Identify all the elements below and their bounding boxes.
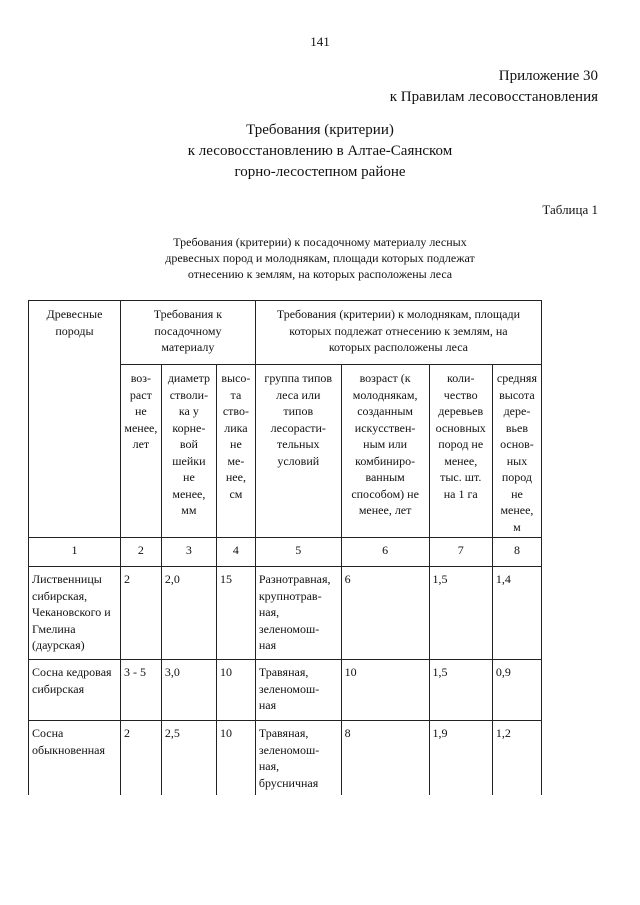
header-diameter bbox=[161, 365, 216, 538]
header-tree-count bbox=[429, 365, 492, 538]
cell-text-line: не bbox=[511, 486, 523, 501]
column-number: 1 bbox=[29, 538, 121, 567]
appendix-line-2: к Правилам лесовосстановления bbox=[389, 89, 598, 105]
caption-line-3: отнесению к землям, на которых расположены леса bbox=[187, 267, 453, 281]
average-height-cell: 1,2 bbox=[492, 721, 541, 796]
cell-text-line: Травяная, bbox=[258, 726, 309, 740]
young-age-cell: 6 bbox=[341, 567, 429, 660]
cell-text-line: зеленомош- bbox=[258, 742, 320, 757]
appendix-line-1: Приложение 30 bbox=[498, 68, 598, 84]
cell-text-line: тыс. шт. bbox=[440, 470, 482, 484]
cell-text-line: леса или bbox=[276, 387, 321, 402]
header-forest-type bbox=[255, 365, 341, 538]
cell-text-line: менее, bbox=[124, 420, 158, 435]
column-number: 2 bbox=[120, 538, 161, 567]
header-average-height bbox=[492, 365, 541, 538]
cell-text-line: которых расположены леса bbox=[328, 340, 468, 354]
header-age bbox=[120, 365, 161, 538]
cell-text-line: Лиственницы bbox=[32, 572, 102, 586]
young-age-cell: 8 bbox=[341, 721, 429, 796]
tree-count-cell: 1,9 bbox=[429, 721, 492, 796]
cell-text-line: ство- bbox=[222, 404, 249, 418]
cell-text-line: ме- bbox=[227, 453, 245, 468]
cell-text-line: Травяная, bbox=[258, 665, 309, 679]
cell-text-line: ных bbox=[506, 453, 528, 468]
cell-text-line: Древесные bbox=[46, 307, 103, 321]
cell-text-line: воз- bbox=[130, 371, 152, 385]
cell-text-line: группа типов bbox=[264, 371, 333, 385]
cell-text-line: менее, bbox=[172, 486, 206, 501]
cell-text-line: тельных bbox=[277, 437, 320, 451]
header-young-stands bbox=[255, 301, 541, 365]
cell-text-line: Чекановского и bbox=[32, 605, 111, 619]
cell-text-line: м bbox=[513, 519, 521, 534]
table-row bbox=[29, 567, 542, 660]
cell-text-line: основных bbox=[435, 420, 486, 435]
cell-text-line: зеленомош- bbox=[258, 681, 320, 696]
species-cell bbox=[29, 660, 121, 721]
cell-text-line: вой bbox=[179, 437, 198, 451]
age-cell: 3 - 5 bbox=[120, 660, 161, 721]
cell-text-line: комбиниро- bbox=[355, 453, 416, 468]
cell-text-line: лесорасти- bbox=[270, 420, 326, 435]
cell-text-line: та bbox=[230, 387, 242, 402]
young-age-cell: 10 bbox=[341, 660, 429, 721]
height-cell: 15 bbox=[216, 567, 255, 660]
age-cell: 2 bbox=[120, 567, 161, 660]
cell-text-line: условий bbox=[277, 453, 320, 468]
caption-line-2: древесных пород и молоднякам, площади которых подлежат bbox=[165, 251, 475, 265]
tree-count-cell: 1,5 bbox=[429, 660, 492, 721]
cell-text-line: коли- bbox=[446, 371, 475, 385]
column-number: 6 bbox=[341, 538, 429, 567]
age-cell: 2 bbox=[120, 721, 161, 796]
header-height bbox=[216, 365, 255, 538]
diameter-cell: 2,0 bbox=[161, 567, 216, 660]
header-planting-material bbox=[120, 301, 255, 365]
cell-text-line: ванным bbox=[365, 470, 405, 484]
height-cell: 10 bbox=[216, 660, 255, 721]
requirements-table bbox=[28, 300, 542, 795]
cell-text-line: нее, bbox=[225, 470, 246, 484]
table-row bbox=[29, 721, 542, 796]
cell-text-line: пород не bbox=[438, 437, 484, 451]
average-height-cell: 1,4 bbox=[492, 567, 541, 660]
cell-text-line: диаметр bbox=[167, 371, 210, 385]
cell-text-line: ная, bbox=[258, 759, 280, 773]
title-line-2: к лесовосстановлению в Алтае-Саянском bbox=[187, 143, 453, 159]
document-title bbox=[0, 120, 640, 183]
cell-text-line: сибирская, bbox=[32, 588, 88, 603]
cell-text-line: Сосна bbox=[32, 726, 64, 740]
diameter-cell: 3,0 bbox=[161, 660, 216, 721]
cell-text-line: не bbox=[135, 404, 147, 418]
cell-text-line: (даурская) bbox=[32, 638, 85, 652]
column-number: 7 bbox=[429, 538, 492, 567]
diameter-cell: 2,5 bbox=[161, 721, 216, 796]
column-number-row bbox=[29, 538, 542, 567]
cell-text-line: раст bbox=[129, 387, 152, 402]
cell-text-line: ная, bbox=[258, 605, 280, 619]
column-number: 3 bbox=[161, 538, 216, 567]
cell-text-line: способом) не bbox=[351, 486, 419, 501]
cell-text-line: мм bbox=[181, 503, 197, 517]
cell-text-line: Разнотравная, bbox=[258, 572, 331, 586]
cell-text-line: ным или bbox=[363, 437, 408, 451]
cell-text-line: стволи- bbox=[169, 387, 209, 402]
cell-text-line: менее, лет bbox=[358, 503, 412, 517]
cell-text-line: ка у bbox=[178, 404, 199, 418]
cell-text-line: чество bbox=[443, 387, 478, 402]
average-height-cell: 0,9 bbox=[492, 660, 541, 721]
column-number: 8 bbox=[492, 538, 541, 567]
column-number: 5 bbox=[255, 538, 341, 567]
cell-text-line: породы bbox=[55, 323, 94, 338]
page-number: 141 bbox=[310, 34, 330, 49]
species-cell bbox=[29, 721, 121, 796]
cell-text-line: ная bbox=[258, 638, 277, 652]
column-number: 4 bbox=[216, 538, 255, 567]
title-line-3: горно-лесостепном районе bbox=[234, 164, 406, 180]
cell-text-line: зеленомош- bbox=[258, 621, 320, 636]
cell-text-line: Гмелина bbox=[32, 621, 76, 636]
header-young-age bbox=[341, 365, 429, 538]
cell-text-line: средняя bbox=[496, 371, 537, 385]
cell-text-line: Требования к bbox=[153, 307, 223, 321]
cell-text-line: высо- bbox=[221, 371, 251, 385]
table-label: Таблица 1 bbox=[542, 202, 598, 217]
cell-text-line: Требования (критерии) к молоднякам, площади bbox=[276, 307, 521, 321]
cell-text-line: шейки bbox=[172, 453, 206, 468]
cell-text-line: корне- bbox=[172, 420, 206, 435]
cell-text-line: молоднякам, bbox=[352, 387, 418, 402]
cell-text-line: созданным bbox=[357, 404, 413, 418]
forest-type-cell bbox=[255, 721, 341, 796]
cell-text-line: ная bbox=[258, 698, 277, 712]
cell-text-line: которых подлежат отнесению к землям, на bbox=[289, 323, 508, 338]
table-caption bbox=[0, 234, 640, 282]
cell-text-line: крупнотрав- bbox=[258, 588, 322, 603]
cell-text-line: посадочному bbox=[154, 323, 222, 338]
cell-text-line: пород bbox=[501, 470, 533, 484]
forest-type-cell bbox=[255, 660, 341, 721]
cell-text-line: обыкновенная bbox=[32, 742, 106, 757]
species-cell bbox=[29, 567, 121, 660]
cell-text-line: менее, bbox=[444, 453, 478, 468]
cell-text-line: вьев bbox=[505, 420, 529, 435]
cell-text-line: на 1 га bbox=[443, 486, 478, 501]
caption-line-1: Требования (критерии) к посадочному материалу лесных bbox=[173, 235, 467, 249]
table-row bbox=[29, 660, 542, 721]
cell-text-line: дере- bbox=[503, 404, 531, 418]
appendix-heading bbox=[390, 66, 598, 108]
cell-text-line: искусствен- bbox=[354, 420, 416, 435]
cell-text-line: см bbox=[229, 486, 243, 501]
cell-text-line: лика bbox=[224, 420, 248, 435]
tree-count-cell: 1,5 bbox=[429, 567, 492, 660]
forest-type-cell bbox=[255, 567, 341, 660]
cell-text-line: основ- bbox=[500, 437, 534, 451]
cell-text-line: материалу bbox=[161, 340, 215, 354]
cell-text-line: сибирская bbox=[32, 681, 85, 696]
cell-text-line: брусничная bbox=[258, 775, 319, 790]
cell-text-line: не bbox=[230, 437, 242, 451]
header-species bbox=[29, 301, 121, 538]
cell-text-line: деревьев bbox=[438, 404, 484, 418]
cell-text-line: Сосна кедровая bbox=[32, 665, 112, 679]
cell-text-line: типов bbox=[283, 404, 314, 418]
title-line-1: Требования (критерии) bbox=[246, 122, 394, 138]
height-cell: 10 bbox=[216, 721, 255, 796]
cell-text-line: лет bbox=[132, 437, 150, 451]
cell-text-line: возраст (к bbox=[359, 371, 411, 385]
cell-text-line: не bbox=[183, 470, 195, 484]
cell-text-line: высота bbox=[499, 387, 535, 402]
cell-text-line: менее, bbox=[500, 503, 534, 517]
